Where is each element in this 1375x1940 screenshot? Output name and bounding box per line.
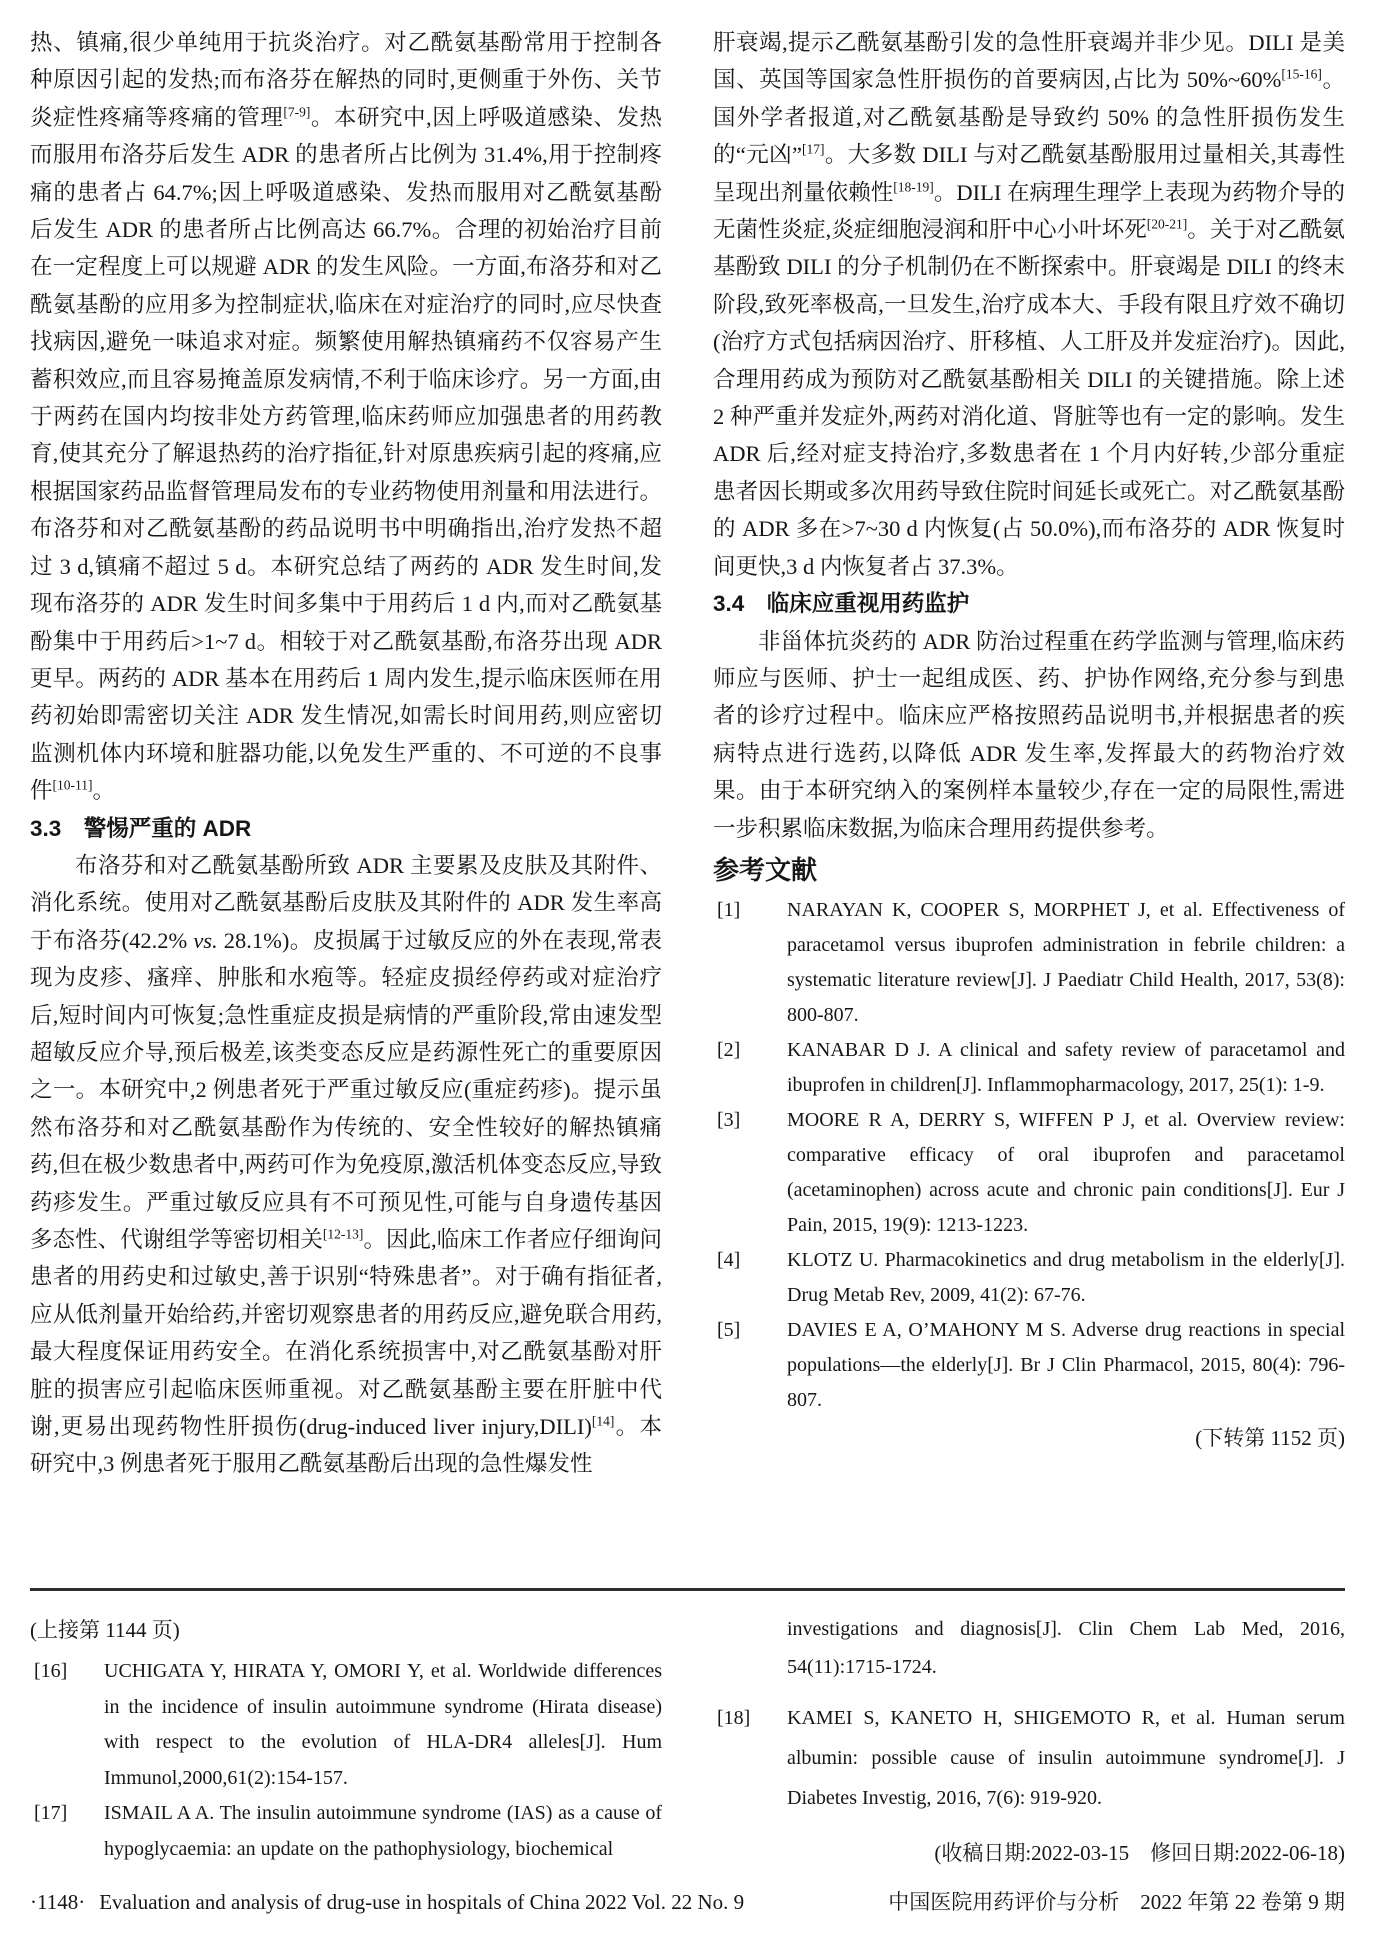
journal-title-english: Evaluation and analysis of drug-use in hospitals of China 2022 Vol. 22 No. 9 bbox=[99, 1890, 745, 1914]
body-paragraph-dili: 肝衰竭,提示乙酰氨基酚引发的急性肝衰竭并非少见。DILI 是美国、英国等国家急性肝损伤的首要病因,占比为 50%~60%[15-16]。国外学者报道,对乙酰氨基酚是导致约 50% 的急性肝损伤发生的“元凶”[17]。大多数 DILI 与对乙酰氨基酚服用过量相关,其毒性呈现出剂量依赖性[18-19]。DILI 在病理生理学上表现为药物介导的无菌性炎症,炎症细胞浸润和肝中心小叶坏死[20-21]。关于对乙酰氨基酚致 DILI 的分子机制仍在不断探索中。肝衰竭是 DILI 的终末阶段,致死率极高,一旦发生,治疗成本大、手段有限且疗效不确切(治疗方式包括病因治疗、肝移植、人工肝及并发症治疗)。因此,合理用药成为预防对乙酰氨基酚相关 DILI 的关键措施。除上述 2 种严重并发症外,两药对消化道、肾脏等也有一定的影响。发生 ADR 后,经对症支持治疗,多数患者在 1 个月内好转,少部分重症患者因长期或多次用药导致住院时间延长或死亡。对乙酰氨基酚的 ADR 多在>7~30 d 内恢复(占 50.0%),而布洛芬的 ADR 恢复时间更快,3 d 内恢复者占 37.3%。 bbox=[713, 30, 1345, 579]
reference-text: KLOTZ U. Pharmacokinetics and drug metabolism in the elderly[J]. Drug Metab Rev, 2009, 41(2): 67-76. bbox=[787, 1248, 1345, 1306]
reference-number: [3] bbox=[717, 1108, 741, 1131]
reference-item bbox=[713, 1033, 1345, 1103]
page-footer bbox=[30, 1886, 1345, 1916]
reference-text: UCHIGATA Y, HIRATA Y, OMORI Y, et al. Worldwide differences in the incidence of insulin autoimmune syndrome (Hirata disease) with respect to the evolution of HLA-DR4 alleles[J]. Hum Immunol,2000,61(2):154-157. bbox=[104, 1660, 662, 1789]
continuation-reference-list bbox=[713, 1698, 1345, 1818]
journal-title-chinese: 中国医院用药评价与分析 2022 年第 22 卷第 9 期 bbox=[888, 1890, 1345, 1914]
reference-number: [1] bbox=[717, 898, 741, 921]
continuation-reference-list bbox=[30, 1654, 662, 1867]
body-paragraph-monitoring: 非甾体抗炎药的 ADR 防治过程重在药学监测与管理,临床药师应与医师、护士一起组成医、药、护协作网络,充分参与到患者的诊疗过程中。临床应严格按照药品说明书,并根据患者的疾病特点进行选药,以降低 ADR 发生率,发挥最大的药物治疗效果。由于本研究纳入的案例样本量较少,存在一定的局限性,需进一步积累临床数据,为临床合理用药提供参考。 bbox=[713, 628, 1345, 841]
reference-text: KANABAR D J. A clinical and safety review of paracetamol and ibuprofen in children[J]. Inflammopharmacology, 2017, 25(1): 1-9. bbox=[787, 1038, 1345, 1096]
section-heading-3-3: 3.3 警惕严重的 ADR bbox=[30, 815, 252, 841]
body-paragraph-severe-adr: 布洛芬和对乙酰氨基酚所致 ADR 主要累及皮肤及其附件、消化系统。使用对乙酰氨基酚后皮肤及其附件的 ADR 发生率高于布洛芬(42.2% vs. 28.1%)。皮损属于过敏反应的外在表现,常表现为皮疹、瘙痒、肿胀和水疱等。轻症皮损经停药或对症治疗后,短时间内可恢复;急性重症皮损是病情的严重阶段,常由速发型超敏反应介导,预后极差,该类变态反应是药源性死亡的重要原因之一。本研究中,2 例患者死于严重过敏反应(重症药疹)。提示虽然布洛芬和对乙酰氨基酚作为传统的、安全性较好的解热镇痛药,但在极少数患者中,两药可作为免疫原,激活机体变态反应,导致药疹发生。严重过敏反应具有不可预见性,可能与自身遗传基因多态性、代谢组学等密切相关[12-13]。因此,临床工作者应仔细询问患者的用药史和过敏史,善于识别“特殊患者”。对于确有指征者,应从低剂量开始给药,并密切观察患者的用药反应,避免联合用药,最大程度保证用药安全。在消化系统损害中,对乙酰氨基酚对肝脏的损害应引起临床医师重视。对乙酰氨基酚主要在肝脏中代谢,更易出现药物性肝损伤(drug-induced liver injury,DILI)[14]。本研究中,3 例患者死于服用乙酰氨基酚后出现的急性爆发性 bbox=[30, 852, 662, 1477]
section-heading-3-4: 3.4 临床应重视用药监护 bbox=[713, 591, 970, 617]
continuation-right-column bbox=[713, 1610, 1345, 1872]
reference-17-continuation: investigations and diagnosis[J]. Clin Chem Lab Med, 2016, 54(11):1715-1724. bbox=[787, 1618, 1345, 1678]
reference-number: [5] bbox=[717, 1318, 741, 1341]
continuation-section bbox=[30, 1610, 1345, 1872]
body-paragraph-discussion: 热、镇痛,很少单纯用于抗炎治疗。对乙酰氨基酚常用于控制各种原因引起的发热;而布洛芬在解热的同时,更侧重于外伤、关节炎症性疼痛等疼痛的管理[7-9]。本研究中,因上呼吸道感染、发热而服用布洛芬后发生 ADR 的患者所占比例为 31.4%,用于控制疼痛的患者占 64.7%;因上呼吸道感染、发热而服用对乙酰氨基酚后发生 ADR 的患者所占比例高达 66.7%。合理的初始治疗目前在一定程度上可以规避 ADR 的发生风险。一方面,布洛芬和对乙酰氨基酚的应用多为控制症状,临床在对症治疗的同时,应尽快查找病因,避免一味追求对症。频繁使用解热镇痛药不仅容易产生蓄积效应,而且容易掩盖原发病情,不利于临床诊疗。另一方面,由于两药在国内均按非处方药管理,临床药师应加强患者的用药教育,使其充分了解退热药的治疗指征,针对原患疾病引起的疼痛,应根据国家药品监督管理局发布的专业药物使用剂量和用法进行。布洛芬和对乙酰氨基酚的药品说明书中明确指出,治疗发热不超过 3 d,镇痛不超过 5 d。本研究总结了两药的 ADR 发生时间,发现布洛芬的 ADR 发生时间多集中于用药后 1 d 内,而对乙酰氨基酚集中于用药后>1~7 d。相较于对乙酰氨基酚,布洛芬出现 ADR 更早。两药的 ADR 基本在用药后 1 周内发生,提示临床医师在用药初始即需密切关注 ADR 发生情况,如需长时间用药,则应密切监测机体内环境和脏器功能,以免发生严重的、不可逆的不良事件[10-11]。 bbox=[30, 30, 662, 804]
continuation-left-column bbox=[30, 1610, 662, 1872]
left-column bbox=[30, 24, 662, 1576]
reference-number: [4] bbox=[717, 1248, 741, 1271]
main-article-section bbox=[30, 24, 1345, 1576]
reference-text: DAVIES E A, O’MAHONY M S. Adverse drug reactions in special populations—the elderly[J]. Br J Clin Pharmacol, 2015, 80(4): 796-807. bbox=[787, 1318, 1345, 1411]
reference-number: [17] bbox=[34, 1802, 68, 1824]
reference-list bbox=[713, 893, 1345, 1418]
reference-text: ISMAIL A A. The insulin autoimmune syndrome (IAS) as a cause of hypoglycaemia: an update on the pathophysiology, biochemical bbox=[104, 1802, 662, 1860]
right-column bbox=[713, 24, 1345, 1576]
reference-item bbox=[713, 1313, 1345, 1418]
page-number: ·1148· bbox=[30, 1890, 86, 1914]
reference-item bbox=[713, 1243, 1345, 1313]
reference-number: [2] bbox=[717, 1038, 741, 1061]
reference-item bbox=[713, 1698, 1345, 1818]
reference-item bbox=[30, 1654, 662, 1796]
reference-item bbox=[713, 893, 1345, 1033]
footer-left bbox=[30, 1890, 744, 1915]
reference-item bbox=[713, 1103, 1345, 1243]
received-revised-dates-note: (收稿日期:2022-03-15 修回日期:2022-06-18) bbox=[934, 1841, 1345, 1865]
section-divider-rule bbox=[30, 1588, 1345, 1591]
reference-number: [16] bbox=[34, 1660, 68, 1682]
continued-to-note: (下转第 1152 页) bbox=[1195, 1425, 1345, 1450]
reference-number: [18] bbox=[717, 1707, 751, 1729]
continued-from-note: (上接第 1144 页) bbox=[30, 1618, 180, 1642]
reference-text: NARAYAN K, COOPER S, MORPHET J, et al. Effectiveness of paracetamol versus ibuprofen administration in febrile children: a systematic literature review[J]. J Paediatr Child Health, 2017, 53(8): 800-807. bbox=[787, 898, 1345, 1026]
reference-item bbox=[30, 1796, 662, 1867]
reference-text: MOORE R A, DERRY S, WIFFEN P J, et al. Overview review: comparative efficacy of oral ibuprofen and paracetamol (acetaminophen) across acute and chronic pain conditions[J]. Eur J Pain, 2015, 19(9): 1213-1223. bbox=[787, 1108, 1345, 1236]
references-heading: 参考文献 bbox=[713, 854, 818, 885]
reference-text: KAMEI S, KANETO H, SHIGEMOTO R, et al. Human serum albumin: possible cause of insulin autoimmune syndrome[J]. J Diabetes Investig, 2016, 7(6): 919-920. bbox=[787, 1707, 1345, 1809]
